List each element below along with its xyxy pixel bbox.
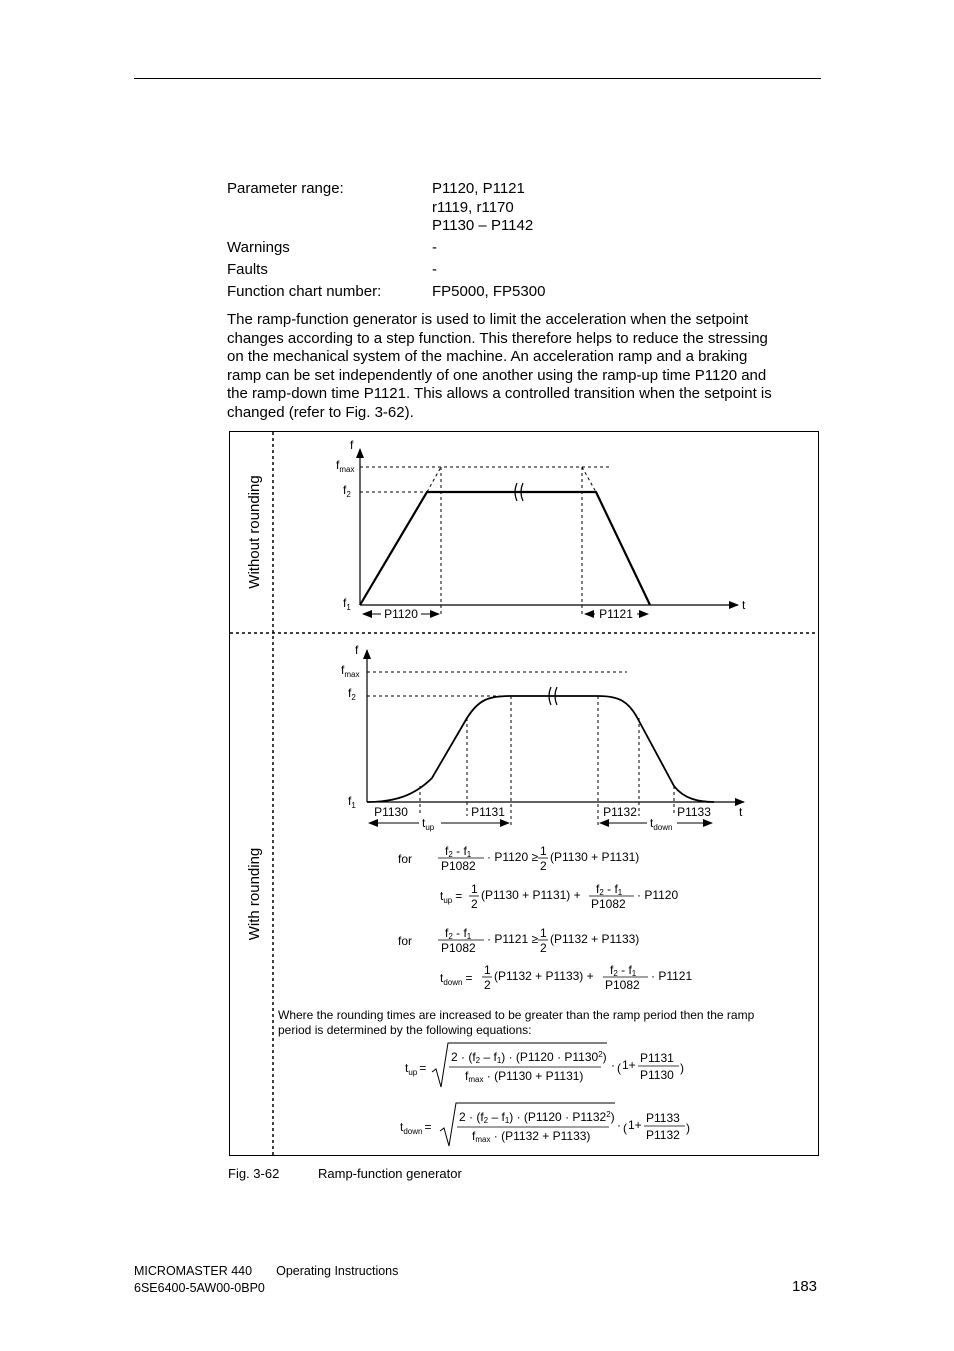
svg-text:(P1132 + P1133) +: (P1132 + P1133) +: [494, 969, 594, 983]
svg-text:tdown=: $t_{down}$ =: [440, 971, 473, 987]
svg-text:2 · (f2 – f1) · (P1120 · P1130: $2 \cdot (f2 - f1) \cdot (P1120 \cdot P1130^2)$: [451, 1050, 607, 1065]
rounded-ramp-curve: [367, 696, 714, 802]
for-label: for: [398, 934, 413, 948]
intro-line: changed (refer to Fig. 3-62).: [227, 403, 414, 421]
intro-line: changes according to a step function. This therefore helps to reduce the stressing: [227, 329, 768, 347]
svg-text:2: 2: [471, 897, 478, 911]
svg-text:· P1120: · P1120: [637, 888, 679, 902]
p1131-label: P1131: [471, 805, 505, 819]
svg-text:f2 - f1: f2 - f1: [445, 844, 472, 859]
svg-text:f2 - f1: f2 - f1: [445, 926, 472, 941]
p1130-label: P1130: [374, 805, 408, 819]
svg-text:2 · (f2 – f1) · (P1120 · P1132: $2 \cdot (f2 - f1) \cdot (P1120 \cdot P1132^2)$: [459, 1110, 615, 1125]
svg-text:2: 2: [540, 941, 547, 955]
svg-text:P1082: P1082: [441, 859, 476, 873]
svg-text:·: ·: [617, 1118, 621, 1132]
intro-paragraph: [227, 311, 827, 422]
param-label: Parameter range:: [227, 180, 344, 197]
svg-text:· P1121: · P1121: [651, 969, 693, 983]
svg-text:P1130: P1130: [640, 1068, 674, 1082]
param-value: FP5000, FP5300: [432, 283, 546, 300]
svg-text:2: 2: [484, 978, 491, 992]
p1133-label: P1133: [677, 805, 711, 819]
svg-text:(: (: [617, 1061, 621, 1075]
tup-root-formula: [405, 1043, 684, 1087]
svg-text:(P1132 + P1133): (P1132 + P1133): [550, 932, 640, 946]
svg-text:tup=: $t_{up}$ =: [440, 889, 463, 905]
rounding-formulas: [398, 844, 692, 992]
f-label: f: [355, 643, 359, 657]
f2-label: $f_2$: [343, 483, 351, 499]
f1-label: $f_1$: [343, 596, 351, 612]
f1-label: $f_1$: [348, 794, 356, 810]
param-label: Function chart number:: [227, 283, 382, 300]
t-label: t: [742, 598, 746, 612]
t-label: t: [739, 805, 743, 819]
svg-text:1: 1: [471, 882, 478, 896]
fmax-label: $f_{max}$: [336, 458, 355, 474]
tdown-root-formula: [400, 1103, 690, 1146]
caption-title: Ramp-function generator: [318, 1166, 462, 1181]
param-value: r1119, r1170: [432, 198, 514, 216]
param-value: P1120, P1121: [432, 180, 525, 197]
svg-text:2: 2: [540, 859, 547, 873]
svg-text:): ): [680, 1061, 684, 1075]
svg-text:1+: 1+: [628, 1118, 642, 1132]
svg-text:1: 1: [540, 926, 547, 940]
note-line: Where the rounding times are increased to be greater than the ramp period then the ramp: [278, 1008, 755, 1022]
footer-order-number: 6SE6400-5AW00-0BP0: [134, 1281, 265, 1295]
tdown-label: $t_{down}$: [650, 816, 673, 832]
svg-text:P1082: P1082: [605, 978, 640, 992]
param-value: P1130 – P1142: [432, 217, 534, 234]
label-with-rounding: With rounding: [246, 847, 263, 941]
f-label: f: [350, 438, 354, 452]
svg-text:f2 - f1: f2 - f1: [610, 963, 637, 978]
param-value: -: [432, 239, 437, 256]
svg-text:fmax · (P1132 + P1133): fmax · (P1132 + P1133): [472, 1129, 591, 1144]
ramp-curve: [360, 492, 650, 605]
fmax-label: $f_{max}$: [341, 663, 360, 679]
svg-text:(P1130 + P1131) +: (P1130 + P1131) +: [481, 888, 581, 902]
svg-text:1: 1: [540, 844, 547, 858]
svg-text:(: (: [623, 1121, 627, 1135]
svg-text:1+: 1+: [622, 1058, 636, 1072]
intro-line: ramp can be set independently of one another using the ramp-up time P1120 and: [227, 366, 767, 384]
ramp-function-figure: [229, 431, 819, 1156]
intro-line: The ramp-function generator is used to limit the acceleration when the setpoint: [227, 311, 749, 328]
p1120-label: P1120: [384, 607, 418, 621]
svg-text:·: ·: [611, 1058, 615, 1072]
figure-frame: [230, 432, 819, 1156]
svg-text:): ): [686, 1121, 690, 1135]
svg-text:P1082: P1082: [591, 897, 626, 911]
plot-without-rounding: [336, 438, 746, 621]
svg-text:fmax · (P1130 + P1131): fmax · (P1130 + P1131): [465, 1069, 584, 1084]
plot-with-rounding: [341, 643, 744, 834]
param-label: Faults: [227, 261, 268, 278]
header-rule: [134, 78, 821, 79]
f2-label: $f_2$: [348, 686, 356, 702]
footer-product: MICROMASTER 440: [134, 1264, 253, 1278]
svg-text:tdown=: $t_{down}$ =: [400, 1120, 432, 1136]
svg-text:· P1120 ≥: · P1120 ≥: [487, 850, 539, 864]
intro-line: the ramp-down time P1121. This allows a controlled transition when the setpoint is: [227, 385, 772, 402]
p1121-label: P1121: [599, 607, 633, 621]
caption-number: Fig. 3-62: [228, 1166, 280, 1181]
param-label: Warnings: [227, 239, 290, 256]
svg-text:1: 1: [484, 963, 491, 977]
p1132-label: P1132: [603, 805, 637, 819]
param-value: -: [432, 261, 437, 278]
svg-text:P1131: P1131: [640, 1051, 674, 1065]
page-number: 183: [792, 1278, 818, 1295]
note-line: period is determined by the following equations:: [278, 1023, 532, 1037]
svg-text:· P1121 ≥: · P1121 ≥: [487, 932, 539, 946]
page-footer: [134, 1263, 398, 1297]
for-label: for: [398, 852, 413, 866]
label-without-rounding: Without rounding: [246, 475, 263, 589]
svg-text:tup=: $t_{up}$ =: [405, 1061, 427, 1077]
tup-label: $t_{up}$: [422, 816, 435, 832]
svg-text:P1133: P1133: [646, 1111, 680, 1125]
svg-text:f2 - f1: f2 - f1: [596, 882, 623, 897]
footer-doc-type: Operating Instructions: [276, 1264, 399, 1278]
svg-text:P1082: P1082: [441, 941, 476, 955]
svg-text:(P1130 + P1131): (P1130 + P1131): [550, 850, 640, 864]
svg-text:P1132: P1132: [646, 1128, 680, 1142]
intro-line: on the mechanical system of the machine. An acceleration ramp and a braking: [227, 348, 748, 365]
